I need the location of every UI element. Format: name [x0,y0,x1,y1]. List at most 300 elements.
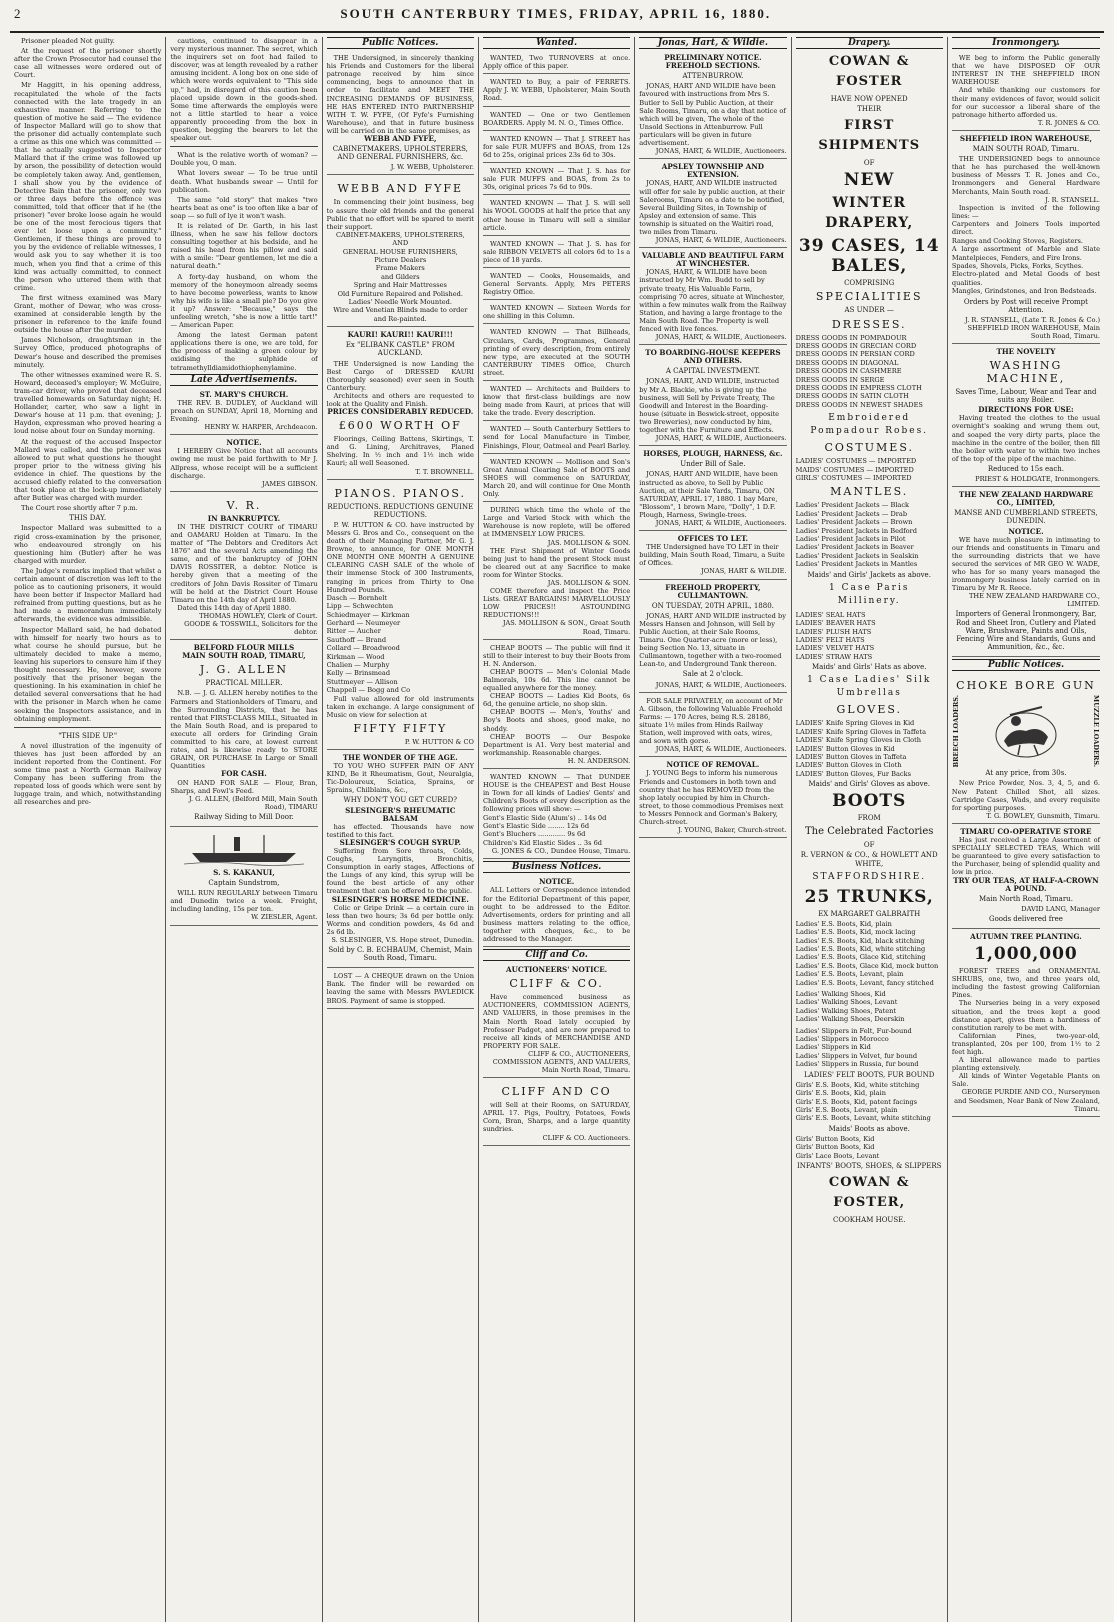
list-item: Carpenters and Joiners Tools imported direct. [951,219,1101,237]
article-paragraph: Inspector Mallard was submitted to a rigid cross-examination by the prisoner, who endeavoured strongly on his questioning him (Butler) after he was charged with murder. [14,524,162,565]
ad-title: SLESINGER'S COUGH SYRUP. [339,837,461,847]
ad-body: A liberal allowance made to parties planting extensively. [951,1056,1101,1073]
ad-signature: G. JONES & CO., Dundee House, Timaru. [491,847,631,856]
ad-body: THE REV. B. DUDLEY, of Auckland will preach on SUNDAY, April 18, Morning and Evening. [170,398,318,424]
ad-title: SLESINGER'S HORSE MEDICINE. [331,894,469,904]
ad-body: FOR SALE PRIVATELY, on account of Mr A. Gibson, the following Valuable Freehold Farms: — 170 Acres, being R.S. 28186, situate 1½ miles from Hinds Railway Station, well improved with oats, wires, and sown with gorse. [639,696,783,746]
list-item: LADIES' FELT HATS [795,636,865,644]
list-item: and Gilders [380,272,420,281]
list-item: Ladies' President Jackets in Bedford [795,526,917,535]
ad-signature: T. T. BROWNELL. [415,467,474,476]
ad-signature: T. G. BOWLEY, Gunsmith, Timaru. [986,811,1101,820]
ad-line: Maids' and Girls' Hats as above. [812,663,927,672]
list-item: Collard — Broadwood [326,644,400,653]
ad-title: THE WONDER OF THE AGE. [342,752,458,762]
ad-headline: DRESSES. [831,317,907,331]
ad-body: WANTED — Cooks, Housemaids, and General Servants. Apply, Mrs PETERS Registry Office. [482,271,631,297]
ad-title: HORSES, PLOUGH, HARNESS, &c. [643,449,783,459]
list-item: Ladies' Walking Shoes, Kid [795,989,886,998]
ad-line: FROM [857,814,881,823]
list-item: Gent's Elastic Side (Alum's) .. 14s 0d [482,813,607,822]
ad-title: THE NEW ZEALAND HARDWARE CO., LIMITED, [958,490,1094,508]
list-item: GIRLS' COSTUMES — IMPORTED [795,474,912,483]
article-paragraph: Inspector Mallard said, he had debated with himself for nearly two hours as to what course he should pursue, but he ultimately decided to make a memo, leaving his superiors to censure him if they thought necessary. He, however, swore positively that the prisoner began the questioning. In his examination in chief he detailed several conversations that he had with the prisoner in March when he came seeking the Inspectors assistance, and in obtaining employment. [14,625,162,723]
list-item: Ladies' E.S. Boots, Kid, white stitching [795,944,926,953]
ad-name: CHOKE BORE GUN [956,679,1096,692]
ad-note: Orders by Post will receive Prompt Attention. [963,297,1088,314]
list-item: LADIES' COSTUMES — IMPORTED [795,457,917,466]
ad-balsam [327,752,474,968]
list-item: Stuttmeyer — Allison [326,677,398,686]
list-item: CABINET-MAKERS, UPHOLSTERERS, [335,230,465,239]
ad-subtitle: WHY DON'T YOU GET CURED? [343,796,458,805]
list-item: Sauthoff — Brand [326,635,387,644]
ad-body: I HEREBY Give Notice that all accounts owing me must be paid forthwith to Mr J. Allpress, whose receipt will be a sufficient discharge. [170,447,318,480]
ad-headline: COSTUMES. [824,441,914,455]
ad-signature: GEORGE PURDIE AND CO., Nurserymen and Seedsmen, Near Bank of New Zealand, Timaru. [954,1088,1101,1113]
ad-body: Floorings, Ceiling Battens, Skirtings, T. and G. Lining, Architraves, Planed Shelving. In ½ inch and 1½ inch wide Kauri; all well Seasoned. [326,435,474,468]
ad-body: THE Undersigned is now Landing the Best Cargo of DRESSED KAURI (thoroughly seasoned) ever seen in South Canterbury. [326,359,474,392]
ad-cliff-sale [483,1080,630,1145]
ad-title: NOTICE OF REMOVAL. [666,760,760,770]
ad-line: AS UNDER — [844,306,894,315]
article-paragraph: A forty-day husband, on whom the memory of the honeymoon already seems to have become powerless, wants to know why his wife is like a small pie? Do you give it up? Answer: "Because," says the unfeeling wretch, "she is now a little tart!" — American Paper. [170,272,318,330]
ad-signature: S. SLESINGER, V.S. Hope street, Dunedin. [331,936,474,944]
list-item: Ladies' E.S. Boots, Kid, plain [795,919,892,928]
list-item: MAIDS' COSTUMES — IMPORTED [795,465,914,474]
list-item: Dasch — Bornhelt [326,593,388,602]
list-item: Chappell — Bogg and Co [326,686,411,695]
list-item: Electro-plated and Metal Goods of best qualities. [951,270,1101,287]
ad-title: TIMARU CO-OPERATIVE STORE [960,826,1092,836]
ad-body: WANTED KNOWN — Sixteen Words for one shilling in this Column. [482,304,631,321]
list-item: Gerhard — Neumeyer [326,618,401,627]
article-paragraph: At the request of the prisoner shortly after the Crown Prosecutor had counsel the case all witnesses were ordered out of Court. [14,47,162,80]
ad-body: THE Undersigned, in sincerely thanking his Friends and Customers for the liberal patronage received by him since commencing, begs to announce that in order to facilitate and MEET THE INCREASING DEMANDS OF BUSINESS, HE HAS ENTERED INTO PARTNERSHIP WITH T. W. FYFE, (Of Fyfe's Furnishing Warehouse), and that in future business will be carried on in the same premises, as [326,54,474,135]
ad-note: Goods delivered free [988,914,1063,923]
ad-body: has effected. Thousands have now testified to this fact. [326,822,474,839]
hat-list [796,611,943,661]
list-item: Ladies' Slippers in Felt, Fur-bound [795,1026,912,1035]
ad-signature: JONAS, HART, & WILDIE, Auctioneers. [655,147,787,156]
ad-headline: 1 Case Paris Millinery. [828,582,910,606]
ad-subtitle: A CAPITAL INVESTMENT. [665,367,760,376]
ad-lost [327,970,474,1008]
column-2 [166,37,322,1622]
ad-body: Suffering from Sore throats, Colds, Coughs, Laryngitis, Bronchitis, Consumption in early stages, Affections of the Lungs of any kind, this syrup will be found the best article of any other treatment that can be offered to the public. [326,846,474,896]
list-item: Ranges and Cooking Stoves, Registers. [951,236,1084,245]
ad-body: WANTED — South Canterbury Settlers to send for Local Manufacture in Timber, Finishings, Flour, Oatmeal and Pearl Barley. [482,425,631,450]
button-boot-list [796,1135,943,1160]
ad-signature: J. R. STANSELL, (Late T. R. Jones & Co.) SHEFFIELD IRON WAREHOUSE, Main South Road, Timaru. [965,315,1101,340]
ad-nz-hardware [952,489,1100,657]
article-paragraph: The Judge's remarks implied that whilst a certain amount of discretion was left to the police as to cautioning prisoners, it would have been better if Inspector Mallard had refrained from putting questions, but as he had made a memorandum immediately afterwards, the evidence was admissible. [14,566,162,624]
ad-title: OFFICES TO LET. [677,534,749,544]
list-item: Girls' E.S. Boots, Kid, plain [795,1089,886,1098]
ad-subtitle: MANSE AND CUMBERLAND STREETS, DUNEDIN. [954,509,1098,526]
ad-signature: JONAS, HART, & WILDIE, Auctioneers. [655,333,787,342]
ad-body: New Price Powder, Nos. 3, 4, 5, and 6. New Patent Chilled Shot, all sizes. Cartridge Cases, Wads, and every requisite for sporting purposes. [951,779,1101,812]
section-heading-jonas-hart-wildie: Jonas, Hart, & Wildie. [639,37,786,49]
section-heading-public-notices-2: Public Notices. [952,659,1100,671]
hunter-dog-illustration-icon [990,701,1062,761]
article-paragraph: The Court rose shortly after 7 p.m. [21,504,138,513]
divider [14,727,161,728]
ad-body: WANTED KNOWN — That DUNDEE HOUSE is the CHEAPEST and Best House in Town for all kinds of Ladies' Gents' and Children's Boots of every description as the following prices will show: — [482,773,631,814]
list-item: Girls' E.S. Boots, Kid, patent facings [795,1097,918,1106]
list-item: Ladies' President Jackets in Pilot [795,535,906,544]
ad-body: will Sell at their Rooms, on SATURDAY, APRIL 17. Pigs, Poultry, Potatoes, Fowls Corn, Bran, Sharps, and a large quantity sundries. [482,1101,631,1134]
list-item: DRESS GOODS IN EMPRESS CLOTH [795,384,922,392]
list-item: LADIES' Button Gloves in Taffeta [795,752,907,761]
ad-signature: P. W. HUTTON & CO [404,737,474,746]
ad-note: Main North Road, Timaru. [978,894,1073,903]
mantle-list [796,501,943,568]
list-item: Gent's Bluchers ............. 9s 6d [482,830,586,839]
ad-body: Californian Pines, two-year-old, transplanted, 20s per 100, from 1½ to 2 feet high. [951,1031,1101,1057]
ad-note: Sale at 2 o'clock. [682,670,744,679]
list-item: Ladies' Slippers in Morocco [795,1035,889,1043]
section-heading-cliff: Cliff and Co. [483,949,630,961]
list-item: LADIES' Button Gloves in Kid [795,744,895,753]
ad-title: S. S. KAKANUI, [213,867,275,877]
ad-body: THE UNDERSIGNED begs to announce that he has purchased the well-known business of Messrs T. R. Jones and Co., Ironmongers and General Hardware Merchants, Main South road. [951,155,1101,196]
ad-title: TO BOARDING-HOUSE KEEPERS AND OTHERS. [645,348,781,366]
ad-subtitle: PRACTICAL MILLER. [205,679,283,688]
ad-attenburrow [639,52,786,159]
ad-subtitle: Captain Sundstrom, [208,879,280,888]
ad-body: Architects and others are requested to look at the Quality and Finish. [326,391,474,408]
article-paragraph: The other witnesses examined were R. S. Howard, deceased's employer; W. McGuire, tram-car driver, who proved that deceased travelled homewards on Saturday night; H. Hollander, carter, who saw a light in Dewar's house at 11 p.m. that evening; J. Haydon, expressman who proved hearing a loud noise about four on Sunday morning. [14,370,162,436]
list-item: Ladies' President Jackets in Mantles [795,560,918,569]
list-item: Ladies' E.S. Boots, Kid, mock lacing [795,928,916,937]
ad-subtitle: MAIN SOUTH ROAD, Timaru. [972,145,1080,154]
ad-body: COME therefore and inspect the Price Lists. GREAT BARGAINS! MARVELLOUSLY LOW PRICES!! ASTOUNDING REDUCTIONS!!! [482,587,631,620]
article-paragraph: Prisoner pleaded Not guilty. [21,37,115,45]
ad-sheffield [952,133,1100,344]
ad-subtitle: Saves Time, Labour, Wear and Tear and suits any Boiler. [955,388,1097,405]
section-heading-public-notices: Public Notices. [327,37,474,49]
ad-body: WANTED KNOWN — That J. S. has for sale RIBBON VELVETS all colors 6d to 1s a piece of 18 yards. [482,239,631,264]
list-item: DRESS GOODS IN GRECIAN CORD [795,341,917,350]
ad-note: Sold by C. B. ECHBAUM, Chemist, Main South Road, Timaru. [328,946,473,963]
ad-body: Colic or Gripe Drink — a certain cure in less than two hours; 3s 6d per bottle only. Worms and condition powders, 4s 6d and 2s 6d lb. [326,903,474,936]
ad-body: And while thanking our customers for their many evidences of favor, would solicit for our successor a liberal share of the patronage hitherto afforded us. [951,86,1101,119]
list-item: Girls' E.S. Boots, Levant, white stitching [795,1114,931,1123]
ad-body: CHEAP BOOTS — Ladies Kid Boots, 6s 6d, the genuine article, no shop skin. [482,692,631,709]
ad-signature: H. N. ANDERSON. [567,756,631,765]
ad-signature: JONAS, HART, & WILDIE, Auctioneers. [655,518,787,527]
ad-mollison [483,504,630,640]
list-item: Kelly — Brinsmead [326,669,391,678]
article-paragraph: At the request of the accused Inspector Mallard was called, and the prisoner was allowed to put what questions he thought proper prior to the witness giving his evidence in chief. The questions by the accused chiefly related to the conversation that took place at the lock-up immediately after Butler was charged with murder. [14,437,162,503]
list-item: Spring and Hair Mattresses [353,281,447,290]
list-item: Ladies' E.S. Boots, Kid, black stitching [795,936,925,945]
ad-name: WEBB AND FYFE [337,182,463,196]
ad-signature: J. G. ALLEN, (Belford Mill, Main South Road), TIMARU [188,794,318,811]
ad-line: HAVE NOW OPENED [830,95,908,104]
ad-line: COOKHAM HOUSE. [832,1216,906,1225]
ad-title: FREEHOLD PROPERTY, CULLMANTOWN. [665,582,761,600]
list-item: LADIES' PLUSH HATS [795,627,872,636]
ad-line: Maids' Boots as above. [828,1124,910,1133]
ad-firm: WEBB AND FYFE, [364,134,437,144]
section-heading-ironmongery: Ironmongery. [952,37,1100,49]
section-heading-late-ads: Late Advertisements. [170,374,317,386]
ad-body: WANTED — One or two Gentlemen BOARDERS. Apply M. N. O., Times Office. [482,110,631,127]
ad-emphasis: FOR CASH. [221,769,267,779]
list-item: Girls' Button Boots, Kid [795,1134,875,1143]
list-item: Ladies' Slippers in Russia, fur bound [795,1060,919,1069]
ad-cullmantown [639,582,786,693]
list-item: Ladies' Slippers in Kid [795,1043,871,1052]
list-item: DRESS GOODS IN CASHMERE [795,367,902,376]
list-item: Ladies' President Jackets — Drab [795,509,908,518]
list-item: Ladies' Walking Shoes, Deerskin [795,1015,905,1024]
ad-body: J. YOUNG Begs to inform his numerous Friends and Customers in both town and country that he has REMOVED from the shop lately occupied by him in Church-street, to those commodious Premises next to Messrs Pennock and Gorman's Bakery, Church-street. [639,769,784,826]
ad-body: Inspection is invited of the following lines: — [951,203,1101,220]
ad-signature: JAS. MOLLISON & SON. [547,538,631,547]
ad-headline: Embroidered Pompadour Robes. [810,413,929,437]
list-item: A large assortment of Marble and Slate Mantelpieces, Fenders, and Fire Irons. [951,245,1101,262]
ad-signature: JAS. MOLLISON & SON., Great South Road, Timaru. [502,619,631,636]
ad-list [327,231,474,323]
ad-notice [170,437,317,492]
ad-webb [327,52,474,175]
list-item: Girls' E.S. Boots, Levant, plain [795,1105,898,1114]
ad-subtitle: ON TUESDAY, 20TH APRIL, 1880. [651,601,774,610]
ad-title: FREEHOLD SECTIONS. [665,61,761,71]
subheading-this-day: THIS DAY. [69,514,107,523]
ad-signature: JONAS, HART, & WILDIE, Auctioneers. [655,236,787,245]
ad-title: VALUABLE AND BEAUTIFUL FARM AT WINCHESTER. [641,251,784,269]
ad-headline: NEW [843,170,895,191]
ad-boarding-house [639,347,786,446]
ad-steamship [170,829,317,926]
ad-body: Have commenced business as AUCTIONEERS, COMMISSION AGENTS, AND VALUERS, in those premises in the Main North Road lately occupied by Professor Padget, and are now prepared to receive all kinds of MERCHANDISE AND PROPERTY FOR SALE. [482,993,631,1050]
classified-ad [483,302,630,324]
classified-ad [483,270,630,300]
list-item: Ladies' Slippers in Velvet, fur bound [795,1051,918,1060]
ad-body: IN THE DISTRICT COURT of TIMARU and OAMARU Holden at Timaru. In the matter of "The Debtors and Creditors Act 1876" and the several Acts amending the same, and of the bankruptcy of JOHN DAVIS ROSSITER, a debtor. Notice is hereby given that a meeting of the creditors of John Davis Rossiter of Timaru will be held at the District Court House Timaru on the 14th day of April 1880. [170,522,318,604]
ad-line: LADIES' FELT BOOTS, FUR BOUND [804,1070,935,1079]
article-paragraph: What is the relative worth of woman? — Double you, O man. [170,151,318,168]
ad-cliff [483,964,630,1078]
ad-gunsmith [952,674,1100,824]
list-item: Spades, Shovels, Picks, Forks, Scythes. [951,261,1084,270]
ad-signature: GOODE & TOSSWILL, Solicitors for the debtor. [184,620,318,637]
list-item: LADIES' Knife Spring Gloves in Kid [795,719,915,728]
article-paragraph: The same "old story" that makes "two hearts beat as one" is too often like a bar of soap — so full of lye it won't wash. [170,195,318,220]
ad-offices [639,533,786,579]
ad-signature: JONAS, HART, & WILDIE, Auctioneers. [655,680,787,689]
classified-ad [483,238,630,268]
ad-body: Has just received a Large Assortment of SPECIALLY SELECTED TEAS, Which will be guaranteed to give every satisfaction to the Purchaser, being of splendid quality and low in price. [951,836,1101,877]
ad-body: CHEAP BOOTS — The public will find it still to their interest to buy their Boots from H. N. Anderson. [482,643,631,668]
article-paragraph: The first witness examined was Mary Grant, mother of Dewar, who was cross-examined at considerable length by the prisoner in reference to the knife found outside the house after the murder. [14,293,162,335]
ad-subtitle: Under Bill of Sale. [680,460,746,469]
ad-body: Full value allowed for old instruments taken in exchange. A large consignment of Music on view for selection at [326,694,474,719]
ad-signature: JONAS, HART, & WILDIE, Auctioneers. [655,745,787,754]
list-item: Ladies' E.S. Boots, Levant, plain [795,970,904,979]
ad-title: DIRECTIONS FOR USE: [978,405,1074,415]
list-item: Kirkman — Wood [326,652,385,661]
ad-note: Importers of General Ironmongery, Bar, Rod and Sheet Iron, Cutlery and Plated Ware, Brushware, Paints and Oils, Fencing Wire and Standards, Guns and Ammunition, &c., &c. [955,610,1097,651]
list-item: DRESS GOODS IN DIAGONAL [795,358,899,367]
ad-signature: THOMAS HOWLEY, Clerk of Court. [199,611,318,620]
list-item: DRESS GOODS IN PERSIAN CORD [795,350,915,359]
boot-list [796,920,943,987]
ad-body: WANTED KNOWN — That J. STREET has for sale FUR MUFFS and BOAS, from 12s 6d to 25s, original prices 23s 6d to 30s. [482,134,631,159]
list-item: Ladies' President Jackets in Sealskin [795,551,919,560]
ad-note: Reduced to 15s each. [987,464,1065,473]
glove-list [796,719,943,778]
ad-washing-machine [952,346,1100,487]
ad-list [327,594,474,695]
ad-body: CHEAP BOOTS — Men's Colonial Made Balmorals, 10s 6d. This line cannot be equalled anywhere for the money. [482,667,631,693]
ad-bankruptcy [170,494,317,640]
ad-emphasis: FIFTY FIFTY [353,721,448,735]
list-item: LADIES' VELVET HATS [795,644,875,653]
masthead [10,6,1104,33]
ad-signature: THE NEW ZEALAND HARDWARE CO., LIMITED. [968,592,1101,609]
ad-church [170,389,317,435]
ad-body: DURING which time the whole of the Large and Varied Stock with which the Warehouse is now replete, will be offered at IMMENSELY LOW PRICES. [482,506,631,539]
list-item: DRESS GOODS IN POMPADOUR [795,333,907,342]
list-item: Mangles, Grindstones, and Iron Bedsteads. [951,287,1097,296]
walking-list [796,990,943,1024]
ad-subtitle: REDUCTIONS. REDUCTIONS GENUINE REDUCTIONS. [327,502,474,519]
ad-body: WANTED KNOWN — That J. S. will sell his WOOL GOODS at half the price that any other house in Timaru will sell a similar article. [482,199,631,232]
list-item: Schiedmayer — Kirkman [326,610,410,619]
ad-signature: CLIFF & CO., AUCTIONEERS, COMMISSION AGENTS, AND VALUERS, Main North Road, Timaru. [492,1049,631,1075]
list-item: Ladies' President Jackets — Black [795,501,910,510]
ad-line: COMPRISING [844,279,895,288]
list-item: LADIES' Button Gloves in Cloth [795,761,902,770]
column-5 [635,37,791,1622]
royal-cipher: V. R. [226,498,262,512]
ad-signature: CLIFF & CO. Auctioneers. [542,1133,631,1142]
ad-line: R. VERNON & CO., & HOWLETT AND WHITE, [800,851,938,868]
column-4 [479,37,635,1622]
ad-headline: 1 Case Ladies' Silk Umbrellas [807,675,932,699]
costume-list [796,457,943,482]
ad-name: CLIFF & CO. [509,977,604,991]
list-item: DRESS GOODS IN SATIN CLOTH [795,392,909,401]
list-item: Children's Kid Elastic Sides .. 3s 6d [482,838,603,847]
list-item: Frame Makers [375,264,425,273]
article-paragraph: A novel illustration of the ingenuity of thieves has just been afforded by an incident reported from the Continent. For some time past a North German Railway Company has been suffering from the repeated loss of goods which were sent by luggage train, and which, notwithstanding all researches and pre- [14,741,162,807]
columns [10,37,1104,1622]
ad-body: ON HAND FOR SALE — Flour, Bran, Sharps, and Fowl's Feed. [170,778,318,795]
dress-list [796,334,943,410]
ad-body: JONAS, HART AND WILDIE, have been instructed as above, to Sell by Public Auction, at their Sale Yards, Timaru, ON SATURDAY, APRIL 17, 1880. 1 bay Mare, "Blossom", 1 brown Mare, "Dolly", 1 D.F. Plough, Harness, Swingle-trees. [639,470,778,519]
ad-disposal [952,52,1100,131]
column-7 [948,37,1104,1622]
ad-signature: JAS. MOLLISON & SON. [547,578,631,587]
list-item: LADIES' STRAW HATS [795,652,873,661]
masthead-title: SOUTH CANTERBURY TIMES, FRIDAY, APRIL 16, 1880. [340,6,772,21]
list-item: LADIES' Knife Spring Gloves in Taffeta [795,727,927,736]
classified-ad [483,423,630,453]
list-item: Picture Dealers [374,256,427,264]
list-item: GENERAL HOUSE FURNISHERS, [342,247,458,256]
ad-title: NOTICE. [538,877,575,887]
ad-body: ALL Letters or Correspondence intended for the Editorial Department of this paper, ought to be addressed to the Editor. Advertisements, orders for printing and all business matters relating to the office, together with cheques, &c., to be addressed to the Manager. [482,886,631,943]
ad-cooperative [952,826,1100,929]
list-item: Girls' E.S. Boots, Kid, white stitching [795,1080,920,1089]
section-heading-business-notices: Business Notices. [483,861,630,873]
ad-body: WE have much pleasure in intimating to our friends and constituents in Timaru and the surrounding districts that we have secured the services of MR GEO W. WADE, who has for so many years managed the ironmongery business lately carried on in Timaru by Mr R. Reece. [951,535,1101,593]
ad-headline: WINTER DRAPERY, [825,195,914,232]
list-item: Old Furniture Repaired and Polished. [337,289,463,298]
firm-name: COWAN & FOSTER, [828,1175,910,1211]
ad-headline: 25 TRUNKS, [804,886,934,907]
ad-body: In commencing their joint business, beg to assure their old friends and the general Public that no effort will be spared to merit their support. [326,198,474,231]
ad-subtitle: ATTENBURROW. [682,72,744,81]
list-item: Ladies' Walking Shoes, Levant [795,998,898,1007]
list-item: Ladies' E.S. Boots, Levant, fancy stitched [795,978,934,987]
ad-kauri [327,329,474,479]
steamship-icon [184,833,304,867]
ad-body: WANTED to Buy, a pair of FERRETS. Apply J. W. WEBB, Upholsterer, Main South Road. [482,78,631,103]
ad-body: WANTED KNOWN — Mollison and Son's Great Annual Clearing Sale of BOOTS and SHOES will commence on SATURDAY, March 20, and will continue for One Month Only. [482,457,631,499]
ad-line: Maids' and Girls' Jackets as above. [807,570,931,579]
ad-anderson [483,642,630,769]
ad-title: THE NOVELTY [996,347,1056,356]
ad-headline: The Celebrated Factories [804,826,934,838]
article-paragraph: It is related of Dr. Garth, in his last illness, when he saw his fellow doctors consulting together at his bedside, and he raised his head from his pillow and said with a smile: "Dear gentlemen, let me die a natural death." [170,221,318,271]
ad-headline: SPECIALITIES [815,290,923,304]
ad-note: Railway Siding to Mill Door. [194,812,294,821]
ad-emphasis: TRY OUR TEAS, AT HALF-A-CROWN A POUND. [953,875,1099,893]
ad-title: AUTUMN TREE PLANTING. [970,931,1082,941]
ad-subtitle: CABINETMAKERS, UPHOLSTERERS, AND GENERAL FURNISHERS, &c. [332,145,468,162]
ad-webb-fyfe [327,177,474,327]
stock-list [952,220,1100,296]
ad-removal [639,759,786,838]
list-item: Ladies' Walking Shoes, Patent [795,1006,897,1015]
article-paragraph: Among the latest German patent applications there is one, we are told, for the process of making a green colour by oxidising the sulphide of tetramethylldiamidothiophenylamine. [170,331,318,372]
column-6 [792,37,948,1622]
ad-signature: JAMES GIBSON. [261,479,318,488]
side-label: MUZZLE LOADERS. [1092,695,1101,768]
list-item: DRESS GOODS IN NEWEST SHADES [795,400,923,409]
slipper-list [796,1027,943,1069]
ad-body: FOREST TREES and ORNAMENTAL SHRUBS, one, two, and three years old, including the fastest growing Californian Pines. [951,967,1101,1000]
ad-title: ST. MARY'S CHURCH. [199,389,289,399]
ad-subtitle: MAIN SOUTH ROAD, TIMARU, [182,651,306,661]
ad-body: WANTED — Architects and Builders to know that first-class buildings are now being made from Kauri, at prices that will take the trade. Every description. [482,385,631,418]
classified-ad [483,109,630,131]
ad-signature: J. R. STANSELL. [1045,195,1101,204]
ad-headline: STAFFORDSHIRE. [812,871,927,882]
ad-apsley [639,161,786,248]
ad-body: N.B. — J. G. ALLEN hereby notifies to the Farmers and Stationholders of Timaru, and the Surrounding Districts, that he has rented that FIRST-CLASS MILL, Situated in the Main South Road, and is prepared to execute all orders for Grinding Grain committed to his care, at lowest current rates, and is likewise ready to STORE GRAIN, OR PURCHASE In Large or Small Quantities [170,689,318,771]
ad-headline: MANTLES. [830,485,909,499]
ad-name: WASHING MACHINE, [986,359,1066,386]
ad-title: PRELIMINARY NOTICE. [664,53,762,63]
ad-body: All kinds of Winter Vegetable Plants on Sale. [951,1072,1101,1089]
ad-title: AUCTIONEERS' NOTICE. [506,965,608,975]
ad-body: Having treated the clothes to the usual overnight's soaking and wrung them out, and soaped the very dirty parts, place the machine in the centre of the boiler, then fill the boiler with water to within two inches of the top of the pipe of the machine. [951,414,1101,463]
list-item: Ladies' President Jackets in Beaver [795,543,914,552]
ad-line: INFANTS' BOOTS, SHOES, & SLIPPERS [797,1162,942,1171]
ad-signature: JONAS, HART, & WILDIE, Auctioneers. [655,434,787,443]
price-list [483,814,630,848]
ad-subtitle: Ex "ELIBANK CASTLE" FROM AUCKLAND. [345,341,455,358]
ad-name: CLIFF AND CO [501,1085,612,1099]
